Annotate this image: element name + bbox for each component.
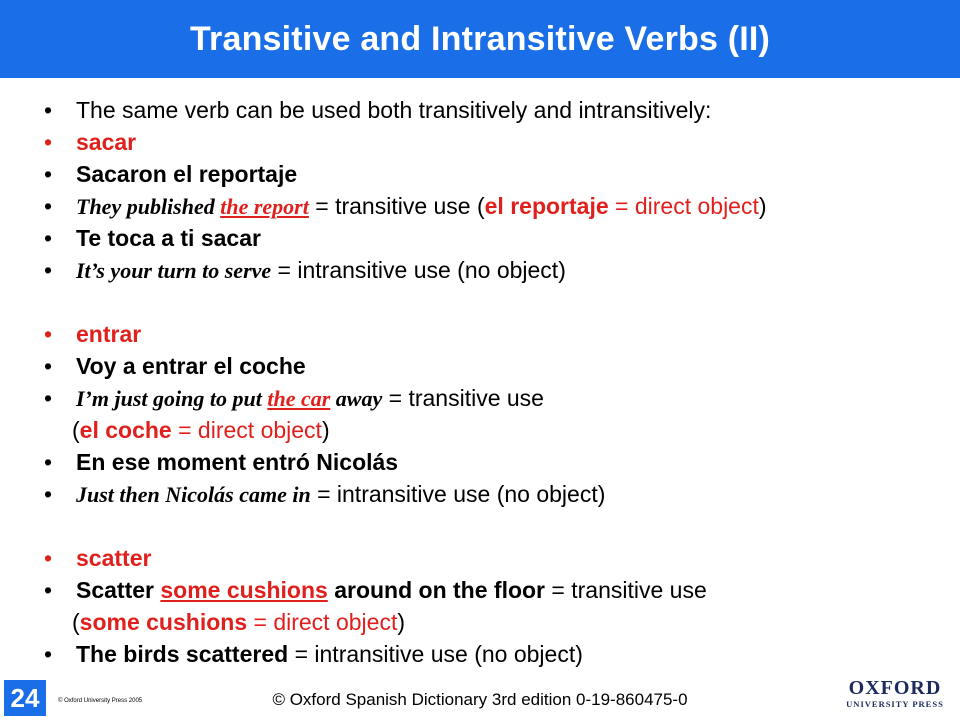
direct-object-highlight: the car (267, 386, 331, 411)
bullet-line (40, 382, 544, 414)
continuation-line (40, 414, 330, 446)
explanation-red: = direct object (171, 417, 322, 443)
small-copyright: © Oxford University Press 2005 (58, 698, 143, 704)
explanation-text: = intransitive use (no object) (310, 481, 606, 507)
english-translation: I’m just going to put (76, 386, 268, 411)
logo-top-text: OXFORD (848, 677, 942, 699)
bullet: • (44, 385, 53, 411)
explanation-close: ) (321, 417, 330, 443)
spanish-example: En ese moment entró Nicolás (76, 449, 399, 475)
explanation-close: ) (758, 193, 767, 219)
english-example-end: around on the floor (327, 577, 546, 603)
direct-object-highlight: the report (220, 194, 309, 219)
explanation-text: = transitive use (545, 577, 707, 603)
spanish-example: Voy a entrar el coche (76, 353, 306, 379)
english-translation: They published (76, 194, 221, 219)
bullet: • (44, 641, 53, 667)
english-translation: It’s your turn to serve (76, 258, 272, 283)
verb-heading: sacar (76, 129, 137, 155)
bullet-line (40, 190, 767, 222)
bullet: • (44, 449, 53, 475)
logo-bottom-text: UNIVERSITY PRESS (846, 699, 944, 709)
spanish-example: Te toca a ti sacar (76, 225, 261, 251)
bullet: • (44, 161, 53, 187)
bullet: • (44, 545, 53, 571)
explanation-text: = intransitive use (no object) (288, 641, 583, 667)
explanation-open: ( (72, 417, 80, 443)
bullet: • (44, 577, 53, 603)
verb-heading: scatter (76, 545, 152, 571)
line-text: The same verb can be used both transitively and intransitively: (76, 97, 712, 123)
footer-citation: © Oxford Spanish Dictionary 3rd edition 0-19-860475-0 (272, 690, 688, 709)
bullet-line (40, 542, 151, 574)
explanation-close: ) (397, 609, 405, 635)
verb-heading: entrar (76, 321, 142, 347)
bullet-line (40, 94, 711, 126)
title-bar (0, 0, 960, 78)
spanish-example: Sacaron el reportaje (76, 161, 298, 187)
bullet: • (44, 353, 53, 379)
english-example: The birds scattered (76, 641, 289, 667)
bullet-line (40, 446, 398, 478)
direct-object-spanish: el coche (79, 417, 172, 443)
continuation-line (40, 606, 405, 638)
bullet: • (44, 129, 53, 155)
bullet-line (40, 350, 306, 382)
bullet-line (40, 574, 707, 606)
direct-object-highlight: some cushions (160, 577, 328, 603)
english-example: Scatter (76, 577, 161, 603)
explanation-red: = direct object (247, 609, 398, 635)
explanation-text: = intransitive use (no object) (271, 257, 566, 283)
bullet: • (44, 193, 53, 219)
bullet-line (40, 638, 583, 670)
oxford-logo (846, 678, 944, 710)
bullet: • (44, 225, 53, 251)
english-translation: Just then Nicolás came in (76, 482, 311, 507)
direct-object-english: some cushions (79, 609, 248, 635)
explanation-open: ( (72, 609, 80, 635)
explanation-text: = transitive use (382, 385, 544, 411)
slide-body (0, 78, 960, 678)
english-translation-end: away (330, 386, 383, 411)
bullet: • (44, 481, 53, 507)
bullet-line (40, 126, 136, 158)
explanation-text: = transitive use ( (308, 193, 485, 219)
bullet-line (40, 222, 261, 254)
page-title: Transitive and Intransitive Verbs (II) (189, 19, 771, 58)
explanation-red: = direct object (608, 193, 759, 219)
bullet: • (44, 321, 53, 347)
slide-number: 24 (4, 680, 46, 716)
bullet: • (44, 257, 53, 283)
bullet-line (40, 158, 297, 190)
bullet: • (44, 97, 53, 123)
bullet-line (40, 318, 141, 350)
bullet-line (40, 254, 566, 286)
direct-object-spanish: el reportaje (484, 193, 609, 219)
bullet-line (40, 478, 605, 510)
